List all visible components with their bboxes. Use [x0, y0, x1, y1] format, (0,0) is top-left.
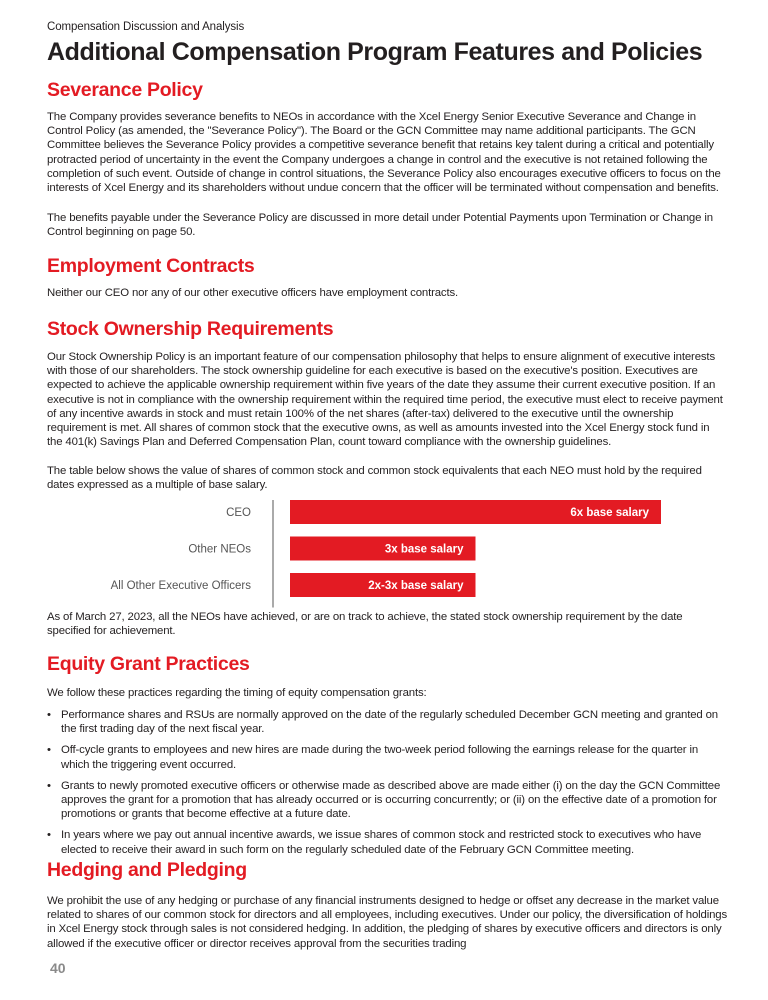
- list-item: • Grants to newly promoted executive officers or otherwise made as described above are made either (i) on the day the GCN Committee approves the grant for a promotion that has already occurred or is occurring concurrently; or (ii) on the effective date of a promotion for promotions or grants that become effective at a future date.: [47, 779, 721, 821]
- bullet-icon: •: [47, 829, 51, 842]
- bullet-icon: •: [47, 709, 51, 721]
- page-title: Additional Compensation Program Features and Policies: [47, 38, 703, 66]
- ownership-bar-chart: [47, 500, 727, 610]
- paragraph-stock-ownership-2: The table below shows the value of shares of common stock and common stock equivalents that each NEO must hold by the required dates expressed as a multiple of base salary.: [47, 465, 702, 492]
- page-number: 40: [50, 960, 66, 976]
- heading-stock-ownership: Stock Ownership Requirements: [47, 318, 334, 340]
- ownership-chart-svg: [47, 500, 727, 610]
- equity-practices-list: [47, 708, 727, 864]
- list-item: • Off-cycle grants to employees and new hires are made during the two-week period following the earnings release for the quarter in which the triggering event occurred.: [47, 744, 699, 771]
- paragraph-hedging: We prohibit the use of any hedging or purchase of any financial instruments designed to hedge or offset any decrease in the market value related to shares of our common stock for directors and all employees, including executives. Under our policy, the diversification of holdings in Xcel Energy stock through sales is not considered hedging. In addition, the pledging of shares by executive officers and directors is only allowed if the executive officer or director receives approval from the securities trading: [47, 895, 727, 950]
- paragraph-stock-ownership-3: As of March 27, 2023, all the NEOs have achieved, or are on track to achieve, the stated stock ownership requirement by the date specified for achievement.: [47, 611, 683, 638]
- list-item: • In years where we pay out annual incentive awards, we issue shares of common stock and restricted stock to executives who have elected to receive their award in such form on the regularly scheduled date of the February GCN Committee meeting.: [47, 829, 702, 856]
- paragraph-equity-intro: We follow these practices regarding the timing of equity compensation grants:: [47, 687, 427, 699]
- data-label: 2x-3x base salary: [368, 580, 464, 592]
- bullet-icon: •: [47, 744, 51, 757]
- heading-equity-grant-practices: Equity Grant Practices: [47, 653, 250, 675]
- category-label: CEO: [226, 507, 251, 519]
- category-label: All Other Executive Officers: [110, 580, 251, 592]
- bullet-icon: •: [47, 779, 51, 792]
- data-label: 3x base salary: [384, 543, 464, 556]
- list-item: • Performance shares and RSUs are normally approved on the date of the regularly scheduled December GCN meeting and granted on the first trading day of the next fiscal year.: [47, 709, 718, 736]
- data-label: 6x base salary: [570, 507, 649, 519]
- running-head: Compensation Discussion and Analysis: [47, 21, 245, 33]
- heading-employment-contracts: Employment Contracts: [47, 255, 255, 277]
- category-label: Other NEOs: [188, 543, 251, 556]
- paragraph-severance-2: The benefits payable under the Severance Policy are discussed in more detail under Potential Payments upon Termination or Change in Control beginning on page 50.: [47, 212, 713, 239]
- paragraph-employment: Neither our CEO nor any of our other executive officers have employment contracts.: [47, 287, 459, 299]
- heading-hedging-pledging: Hedging and Pledging: [47, 859, 247, 881]
- paragraph-severance-1: The Company provides severance benefits to NEOs in accordance with the Xcel Energy Senior Executive Severance and Change in Control Policy (as amended, the "Severance Policy"). The Board or the GCN Committee may name additional participants. The GCN Committee believes the Severance Policy provides a competitive severance benefit that retains key talent during a critical and potentially protracted period of uncertainty in the event the Company undergoes a change in control and the executive is not retained following the completion of such event. Outside of change in control situations, the Severance Policy also encourages executive officers to focus on the interests of Xcel Energy and its shareholders without undue concern that the officer will be terminated without compensation and benefits.: [47, 111, 721, 195]
- heading-severance-policy: Severance Policy: [47, 79, 203, 101]
- paragraph-stock-ownership-1: Our Stock Ownership Policy is an important feature of our compensation philosophy that helps to ensure alignment of executive interests with those of our shareholders. The stock ownership guideline for each executive is based on the executive's position. Executives are expected to achieve the applicable ownership requirement within five years of the date they assume their current executive position. If an executive is not in compliance with the ownership requirement within the required time period, the executive must elect to receive payment of any incentive awards in stock and must retain 100% of the net shares (after-tax) delivered to the executive until the ownership requirement is met. All shares of common stock that the executive owns, as well as amounts invested into the Xcel Energy stock fund in the 401(k) Savings Plan and Deferred Compensation Plan, count toward compliance with the ownership guidelines.: [47, 351, 723, 449]
